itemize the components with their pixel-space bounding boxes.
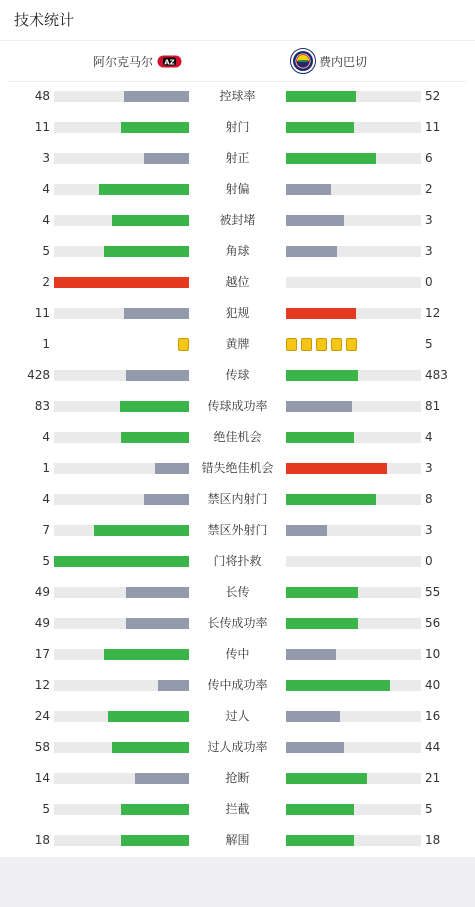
home-value: 7 — [42, 523, 50, 537]
away-value: 3 — [425, 213, 433, 227]
away-bar-track — [286, 122, 421, 133]
yellow-card-icon — [286, 338, 297, 351]
stat-label: 射偏 — [225, 182, 250, 196]
away-value: 52 — [425, 89, 441, 103]
home-bar — [54, 277, 189, 288]
stat-row — [0, 763, 475, 794]
stat-row — [0, 174, 475, 205]
away-value: 5 — [425, 337, 433, 351]
away-bar — [286, 525, 327, 536]
stat-row — [0, 484, 475, 515]
away-bar-track — [286, 432, 421, 443]
stat-label: 抢断 — [225, 771, 250, 785]
home-value: 5 — [42, 802, 50, 816]
home-bar — [108, 711, 189, 722]
stat-row — [0, 143, 475, 174]
away-value: 10 — [425, 647, 441, 661]
stat-row — [0, 453, 475, 484]
home-value: 58 — [34, 740, 50, 754]
home-value: 428 — [27, 368, 50, 382]
home-value: 4 — [42, 182, 50, 196]
stat-label: 被封堵 — [219, 213, 256, 227]
stat-label: 角球 — [225, 244, 250, 258]
home-bar-track — [54, 711, 189, 722]
yellow-card-icon — [316, 338, 327, 351]
away-bar — [286, 122, 354, 133]
stat-label: 拦截 — [225, 802, 250, 816]
away-bar-track — [286, 246, 421, 257]
away-value: 4 — [425, 430, 433, 444]
stat-row — [0, 298, 475, 329]
stat-row — [0, 794, 475, 825]
home-bar-track — [54, 153, 189, 164]
stat-label: 传中成功率 — [207, 678, 268, 692]
stat-label: 禁区外射门 — [207, 523, 268, 537]
away-bar — [286, 91, 356, 102]
home-bar — [124, 308, 189, 319]
away-team[interactable] — [290, 41, 367, 81]
away-bar — [286, 370, 358, 381]
home-bar-track — [54, 525, 189, 536]
home-bar — [126, 618, 189, 629]
home-bar-track — [54, 184, 189, 195]
away-value: 0 — [425, 275, 433, 289]
home-value: 1 — [42, 461, 50, 475]
away-bar-track — [286, 773, 421, 784]
stat-row — [0, 422, 475, 453]
away-bar — [286, 401, 352, 412]
away-bar-track — [286, 618, 421, 629]
teams-header — [8, 41, 467, 82]
home-team-name: 阿尔克马尔 — [92, 54, 153, 69]
away-value: 56 — [425, 616, 441, 630]
svg-text:AZ: AZ — [164, 57, 175, 66]
home-bar — [121, 432, 189, 443]
away-bar — [286, 649, 336, 660]
home-value: 5 — [42, 554, 50, 568]
home-value: 24 — [34, 709, 50, 723]
home-bar — [144, 153, 189, 164]
home-bar — [120, 401, 189, 412]
stat-row — [0, 577, 475, 608]
home-value: 11 — [34, 306, 50, 320]
stat-row — [0, 825, 475, 856]
stats-list — [0, 81, 475, 856]
stat-label: 越位 — [225, 275, 250, 289]
home-bar — [112, 742, 189, 753]
yellow-card-icon — [346, 338, 357, 351]
home-bar-track — [54, 122, 189, 133]
stat-label: 犯规 — [225, 306, 250, 320]
away-value: 483 — [425, 368, 448, 382]
away-team-name: 费内巴切 — [319, 54, 368, 69]
stat-row — [0, 639, 475, 670]
away-bar-track — [286, 215, 421, 226]
home-bar — [135, 773, 189, 784]
home-bar — [54, 556, 189, 567]
home-bar — [124, 91, 189, 102]
stat-label: 传球 — [225, 368, 250, 382]
away-bar-track — [286, 649, 421, 660]
away-bar-track — [286, 525, 421, 536]
home-value: 48 — [34, 89, 50, 103]
away-bar-track — [286, 804, 421, 815]
home-value: 49 — [34, 616, 50, 630]
away-bar — [286, 463, 387, 474]
away-bar-track — [286, 711, 421, 722]
away-bar — [286, 773, 367, 784]
home-bar-track — [54, 649, 189, 660]
home-bar — [99, 184, 189, 195]
away-value: 8 — [425, 492, 433, 506]
away-bar — [286, 308, 356, 319]
stat-row — [0, 112, 475, 143]
stat-row — [0, 701, 475, 732]
home-value: 14 — [34, 771, 50, 785]
away-bar-track — [286, 277, 421, 288]
away-bar-track — [286, 742, 421, 753]
away-bar — [286, 246, 337, 257]
home-bar-track — [54, 215, 189, 226]
home-team[interactable] — [93, 41, 182, 81]
away-value: 81 — [425, 399, 441, 413]
away-value: 3 — [425, 244, 433, 258]
away-value: 11 — [425, 120, 441, 134]
home-bar — [112, 215, 189, 226]
away-bar-track — [286, 494, 421, 505]
home-bar-track — [54, 308, 189, 319]
home-bar-track — [54, 680, 189, 691]
home-bar-track — [54, 773, 189, 784]
stat-label: 过人 — [225, 709, 250, 723]
stat-label: 传中 — [225, 647, 250, 661]
away-value: 44 — [425, 740, 441, 754]
fenerbahce-logo-icon — [290, 48, 316, 74]
home-value: 83 — [34, 399, 50, 413]
home-bar-track — [54, 835, 189, 846]
stat-label: 绝佳机会 — [213, 430, 262, 444]
home-bar-track — [54, 463, 189, 474]
away-value: 0 — [425, 554, 433, 568]
stat-label: 长传 — [225, 585, 250, 599]
home-value: 4 — [42, 492, 50, 506]
home-bar — [155, 463, 189, 474]
away-value: 40 — [425, 678, 441, 692]
stat-row — [0, 360, 475, 391]
home-bar-track — [54, 401, 189, 412]
home-bar-track — [54, 494, 189, 505]
stat-row — [0, 608, 475, 639]
stat-label: 解围 — [225, 833, 250, 847]
stat-label: 过人成功率 — [207, 740, 268, 754]
home-bar — [158, 680, 189, 691]
away-bar-track — [286, 587, 421, 598]
home-value: 5 — [42, 244, 50, 258]
home-bar-track — [54, 556, 189, 567]
away-bar — [286, 618, 358, 629]
away-bar-track — [286, 184, 421, 195]
away-bar — [286, 711, 340, 722]
away-value: 6 — [425, 151, 433, 165]
stat-row — [0, 236, 475, 267]
home-bar-track — [54, 587, 189, 598]
stat-label: 禁区内射门 — [207, 492, 268, 506]
stat-label: 控球率 — [219, 89, 256, 103]
yellow-card-icon — [331, 338, 342, 351]
home-value: 4 — [42, 430, 50, 444]
home-value: 49 — [34, 585, 50, 599]
away-bar — [286, 432, 354, 443]
home-bar-track — [54, 370, 189, 381]
away-value: 2 — [425, 182, 433, 196]
home-yellow-cards — [174, 338, 189, 351]
stat-label: 门将扑救 — [213, 554, 262, 568]
away-bar — [286, 587, 358, 598]
away-value: 5 — [425, 802, 433, 816]
away-bar — [286, 680, 390, 691]
stat-label: 射门 — [225, 120, 250, 134]
stat-row — [0, 205, 475, 236]
away-value: 12 — [425, 306, 441, 320]
away-bar — [286, 153, 376, 164]
stat-label: 错失绝佳机会 — [201, 461, 274, 475]
home-bar-track — [54, 277, 189, 288]
home-bar — [126, 587, 189, 598]
home-value: 4 — [42, 213, 50, 227]
home-bar — [144, 494, 189, 505]
away-bar-track — [286, 835, 421, 846]
home-value: 1 — [42, 337, 50, 351]
away-value: 3 — [425, 461, 433, 475]
stat-label: 传球成功率 — [207, 399, 268, 413]
home-value: 3 — [42, 151, 50, 165]
away-bar-track — [286, 680, 421, 691]
home-bar-track — [54, 432, 189, 443]
home-value: 12 — [34, 678, 50, 692]
home-bar-track — [54, 804, 189, 815]
away-value: 18 — [425, 833, 441, 847]
stat-row — [0, 515, 475, 546]
away-yellow-cards — [286, 338, 361, 351]
away-value: 16 — [425, 709, 441, 723]
stat-row — [0, 391, 475, 422]
away-value: 55 — [425, 585, 441, 599]
away-bar — [286, 742, 344, 753]
home-value: 2 — [42, 275, 50, 289]
away-bar-track — [286, 401, 421, 412]
away-bar-track — [286, 463, 421, 474]
stat-row — [0, 81, 475, 112]
home-bar-track — [54, 742, 189, 753]
home-bar — [121, 835, 189, 846]
yellow-card-icon — [301, 338, 312, 351]
page-footer — [0, 857, 475, 907]
home-value: 17 — [34, 647, 50, 661]
home-bar — [121, 122, 189, 133]
home-bar — [94, 525, 189, 536]
home-bar-track — [54, 618, 189, 629]
home-bar-track — [54, 91, 189, 102]
stat-row — [0, 267, 475, 298]
away-bar — [286, 804, 354, 815]
home-bar — [104, 649, 189, 660]
home-bar — [126, 370, 189, 381]
yellow-card-icon — [178, 338, 189, 351]
away-bar-track — [286, 556, 421, 567]
stat-row — [0, 329, 475, 360]
away-bar — [286, 835, 354, 846]
away-bar-track — [286, 308, 421, 319]
away-bar — [286, 184, 331, 195]
az-alkmaar-logo-icon — [157, 55, 182, 68]
away-bar-track — [286, 153, 421, 164]
away-bar — [286, 494, 376, 505]
home-bar-track — [54, 246, 189, 257]
stat-label: 长传成功率 — [207, 616, 268, 630]
stat-row — [0, 732, 475, 763]
away-value: 21 — [425, 771, 441, 785]
section-title: 技术统计 — [0, 0, 475, 41]
stat-label: 射正 — [225, 151, 250, 165]
home-value: 18 — [34, 833, 50, 847]
away-bar-track — [286, 91, 421, 102]
home-bar — [121, 804, 189, 815]
stat-label: 黄牌 — [225, 337, 250, 351]
home-bar — [104, 246, 189, 257]
away-value: 3 — [425, 523, 433, 537]
stat-row — [0, 670, 475, 701]
home-value: 11 — [34, 120, 50, 134]
stat-row — [0, 546, 475, 577]
away-bar-track — [286, 370, 421, 381]
away-bar — [286, 215, 344, 226]
